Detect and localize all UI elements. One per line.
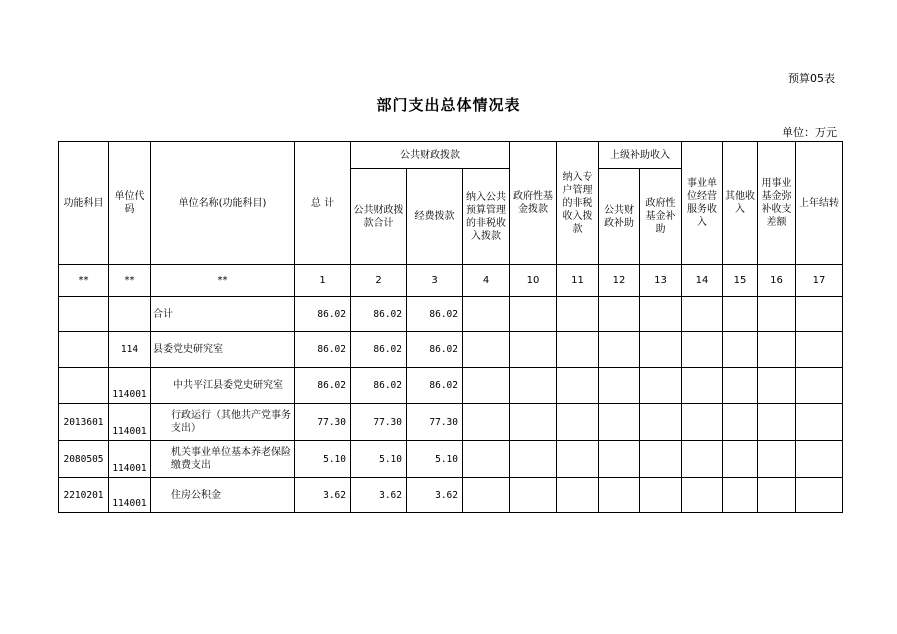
header-gov-fund-subsidy: 政府性基金补助 — [640, 169, 682, 265]
empty-cell — [463, 297, 510, 332]
empty-cell — [640, 441, 682, 478]
unit-code-cell — [109, 297, 151, 332]
fiscal-sum-cell: 86.02 — [351, 368, 407, 404]
func-code-cell: 2210201 — [59, 478, 109, 513]
empty-cell — [510, 478, 557, 513]
empty-cell — [599, 404, 640, 441]
empty-cell — [758, 478, 796, 513]
index-cell: 16 — [758, 265, 796, 297]
empty-cell — [796, 297, 843, 332]
empty-cell — [640, 478, 682, 513]
table-row — [59, 441, 843, 478]
total-cell: 86.02 — [295, 332, 351, 368]
empty-cell — [599, 368, 640, 404]
empty-cell — [723, 441, 758, 478]
expense-cell: 77.30 — [407, 404, 463, 441]
expense-cell: 86.02 — [407, 297, 463, 332]
header-public-fiscal-sum: 公共财政拨款合计 — [351, 169, 407, 265]
header-expense-alloc: 经费拨款 — [407, 169, 463, 265]
empty-cell — [557, 404, 599, 441]
empty-cell — [463, 404, 510, 441]
empty-cell — [682, 404, 723, 441]
empty-cell — [682, 441, 723, 478]
empty-cell — [682, 478, 723, 513]
unit-name-cell: 中共平江县委党史研究室 — [151, 368, 295, 404]
empty-cell — [557, 297, 599, 332]
table-row — [59, 297, 843, 332]
empty-cell — [599, 478, 640, 513]
func-code-cell: 2013601 — [59, 404, 109, 441]
empty-cell — [640, 404, 682, 441]
header-func-code: 功能科目 — [59, 142, 109, 265]
index-cell: 11 — [557, 265, 599, 297]
fiscal-sum-cell: 5.10 — [351, 441, 407, 478]
index-cell: ** — [109, 265, 151, 297]
unit-code-cell: 114001 — [109, 478, 151, 513]
index-cell: 2 — [351, 265, 407, 297]
form-number: 预算05表 — [788, 72, 835, 85]
header-gov-fund: 政府性基金拨款 — [510, 142, 557, 265]
total-cell: 3.62 — [295, 478, 351, 513]
unit-code-cell: 114001 — [109, 441, 151, 478]
total-cell: 86.02 — [295, 368, 351, 404]
empty-cell — [682, 332, 723, 368]
index-cell: 12 — [599, 265, 640, 297]
header-unit-code: 单位代码 — [109, 142, 151, 265]
empty-cell — [723, 478, 758, 513]
fiscal-sum-cell: 86.02 — [351, 297, 407, 332]
empty-cell — [463, 441, 510, 478]
total-cell: 77.30 — [295, 404, 351, 441]
func-code-cell: 2080505 — [59, 441, 109, 478]
empty-cell — [510, 297, 557, 332]
func-code-cell — [59, 297, 109, 332]
empty-cell — [796, 404, 843, 441]
empty-cell — [463, 368, 510, 404]
index-cell: 3 — [407, 265, 463, 297]
empty-cell — [796, 368, 843, 404]
empty-cell — [640, 332, 682, 368]
fiscal-sum-cell: 3.62 — [351, 478, 407, 513]
index-cell: 15 — [723, 265, 758, 297]
unit-label: 单位：万元 — [782, 126, 837, 139]
unit-name-cell: 住房公积金 — [151, 478, 295, 513]
unit-name-cell: 合计 — [151, 297, 295, 332]
unit-code-cell: 114001 — [109, 404, 151, 441]
empty-cell — [682, 368, 723, 404]
empty-cell — [723, 404, 758, 441]
empty-cell — [599, 441, 640, 478]
index-cell: 14 — [682, 265, 723, 297]
table-row — [59, 368, 843, 404]
index-cell: 13 — [640, 265, 682, 297]
index-cell: 4 — [463, 265, 510, 297]
header-other-income: 其他收入 — [723, 142, 758, 265]
empty-cell — [758, 332, 796, 368]
unit-name-cell: 县委党史研究室 — [151, 332, 295, 368]
empty-cell — [510, 441, 557, 478]
header-business-income: 事业单位经营服务收入 — [682, 142, 723, 265]
empty-cell — [640, 368, 682, 404]
empty-cell — [723, 297, 758, 332]
total-cell: 86.02 — [295, 297, 351, 332]
index-cell: 1 — [295, 265, 351, 297]
empty-cell — [758, 404, 796, 441]
empty-cell — [640, 297, 682, 332]
index-row — [59, 265, 843, 297]
unit-name-cell: 行政运行（其他共产党事务支出） — [151, 404, 295, 441]
expense-cell: 5.10 — [407, 441, 463, 478]
empty-cell — [557, 478, 599, 513]
header-public-fiscal-subsidy: 公共财政补助 — [599, 169, 640, 265]
unit-code-cell: 114 — [109, 332, 151, 368]
empty-cell — [510, 332, 557, 368]
empty-cell — [599, 297, 640, 332]
empty-cell — [796, 332, 843, 368]
expense-cell: 3.62 — [407, 478, 463, 513]
empty-cell — [510, 404, 557, 441]
empty-cell — [599, 332, 640, 368]
header-unit-name: 单位名称(功能科目) — [151, 142, 295, 265]
fiscal-sum-cell: 77.30 — [351, 404, 407, 441]
empty-cell — [682, 297, 723, 332]
table-row — [59, 478, 843, 513]
index-cell: 17 — [796, 265, 843, 297]
header-upper-subsidy: 上级补助收入 — [599, 142, 682, 169]
empty-cell — [758, 368, 796, 404]
empty-cell — [557, 441, 599, 478]
total-cell: 5.10 — [295, 441, 351, 478]
unit-code-cell: 114001 — [109, 368, 151, 404]
unit-name-cell: 机关事业单位基本养老保险缴费支出 — [151, 441, 295, 478]
empty-cell — [758, 441, 796, 478]
fiscal-sum-cell: 86.02 — [351, 332, 407, 368]
empty-cell — [723, 332, 758, 368]
empty-cell — [557, 332, 599, 368]
header-nontax-in-budget: 纳入公共预算管理的非税收入拨款 — [463, 169, 510, 265]
empty-cell — [796, 478, 843, 513]
func-code-cell — [59, 332, 109, 368]
empty-cell — [557, 368, 599, 404]
empty-cell — [796, 441, 843, 478]
empty-cell — [510, 368, 557, 404]
index-cell: ** — [151, 265, 295, 297]
table-row — [59, 332, 843, 368]
header-public-fiscal: 公共财政拨款 — [351, 142, 510, 169]
empty-cell — [723, 368, 758, 404]
expenditure-table — [58, 141, 843, 513]
index-cell: ** — [59, 265, 109, 297]
func-code-cell — [59, 368, 109, 404]
header-special-nontax: 纳入专户管理的非税收入拨款 — [557, 142, 599, 265]
header-total: 总 计 — [295, 142, 351, 265]
header-carryover: 上年结转 — [796, 142, 843, 265]
index-cell: 10 — [510, 265, 557, 297]
expense-cell: 86.02 — [407, 332, 463, 368]
empty-cell — [758, 297, 796, 332]
empty-cell — [463, 332, 510, 368]
empty-cell — [463, 478, 510, 513]
expense-cell: 86.02 — [407, 368, 463, 404]
header-fund-balance: 用事业基金弥补收支差额 — [758, 142, 796, 265]
page-title: 部门支出总体情况表 — [376, 96, 521, 114]
table-row — [59, 404, 843, 441]
